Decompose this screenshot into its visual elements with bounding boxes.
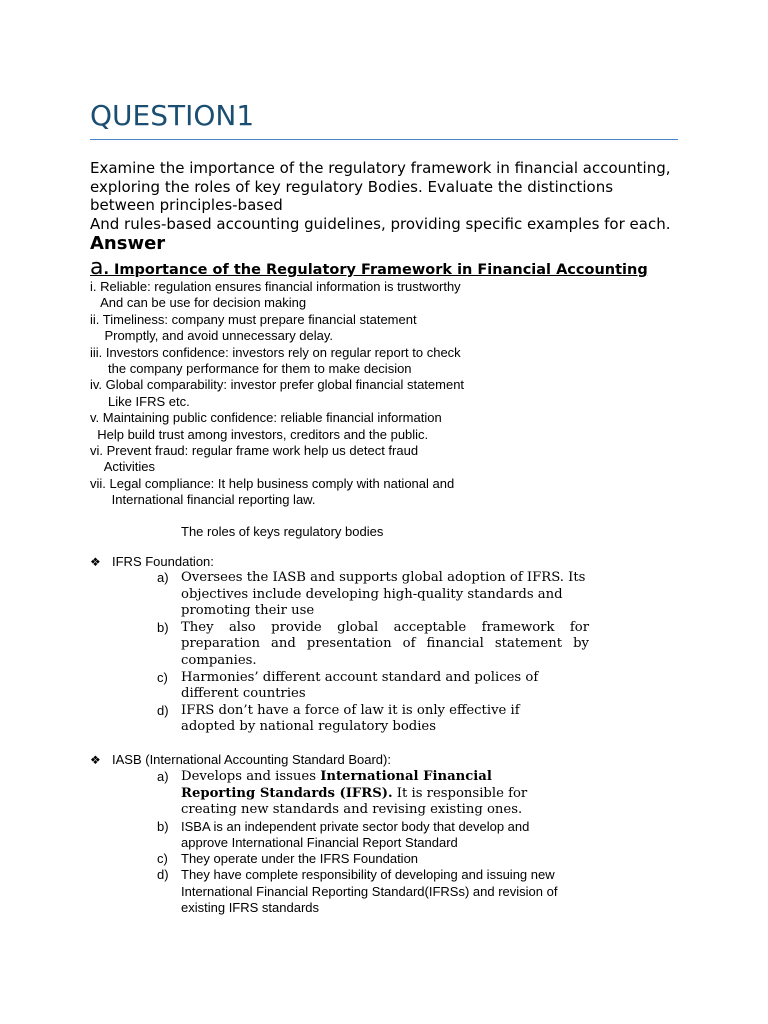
importance-line: the company performance for them to make decision [90,360,412,376]
item-text: IFRS don’t have a force of law it is only effective if adopted by national regulatory bodies [181,702,520,735]
item-text: ISBA is an independent private sector body that develop and approve International Financial Report Standard [181,818,530,850]
item-text: They operate under the IFRS Foundation [181,851,419,867]
section-title: . Importance of the Regulatory Framework in Financial Accounting [103,262,648,278]
importance-line: Activities [90,459,156,475]
item-text-bold: International Financial Reporting Standards (IFRS). [181,769,492,801]
importance-line: ii. Timeliness: company must prepare financial statement [90,311,417,327]
importance-line: v. Maintaining public confidence: reliable financial information [90,410,442,426]
item-label: c) [157,669,168,685]
importance-line: International financial reporting law. [90,492,316,508]
item-label: a) [157,570,169,585]
item-label: c) [157,851,168,867]
list-item [157,703,597,736]
importance-line: iv. Global comparability: investor prefer global financial statement [90,377,465,393]
diamond-bullet-icon: ❖ [90,555,101,569]
importance-line: And can be use for decision making [90,295,307,311]
section-letter: a [90,255,104,280]
question-line: exploring the roles of key regulatory Bodies. Evaluate the distinctions [90,177,614,196]
question-line: Examine the importance of the regulatory framework in financial accounting, [90,159,671,177]
question-text [90,159,690,233]
importance-list [90,279,710,508]
roles-caption: The roles of keys regulatory bodies [181,524,384,539]
item-text [181,769,561,819]
ifrs-foundation-heading [90,553,214,571]
importance-line: vii. Legal compliance: It help business comply with national and [90,475,455,491]
question-line: And rules-based accounting guidelines, providing specific examples for each. [90,214,671,233]
question-line: between principles-based [90,196,283,214]
item-text: Oversees the IASB and supports global adoption of IFRS. Its objectives include developing high-quality standards and promoting their use [181,570,586,619]
importance-line: i. Reliable: regulation ensures financial information is trustworthy [90,279,461,294]
title-divider [90,139,678,140]
item-label: a) [157,769,169,784]
diamond-bullet-icon: ❖ [90,753,101,767]
item-text-pre: Develops and issues [181,769,321,784]
list-item [157,819,597,851]
importance-line: vi. Prevent fraud: regular frame work help us detect fraud [90,442,419,458]
iasb-label: IASB (International Accounting Standard Board): [112,752,391,767]
item-text: They also provide global acceptable framework for preparation and presentation of financial statement by companies. [181,619,589,668]
page-title: QUESTION1 [90,99,255,132]
importance-line: Help build trust among investors, creditors and the public. [90,426,429,442]
item-text: Harmonies’ different account standard and polices of different countries [181,669,539,702]
item-label: b) [157,818,169,834]
list-item [157,867,597,916]
answer-heading: Answer [90,233,166,254]
list-item [157,769,597,819]
list-item [157,620,597,670]
importance-line: iii. Investors confidence: investors rely on regular report to check [90,344,461,360]
iasb-heading [90,751,391,769]
list-item [157,670,597,703]
section-a-heading [90,257,648,281]
ifrs-foundation-list [157,570,597,736]
item-label: d) [157,702,169,718]
importance-line: Promptly, and avoid unnecessary delay. [90,328,334,344]
iasb-list [157,769,597,916]
importance-line: Like IFRS etc. [90,393,190,409]
list-item [157,851,597,867]
item-text: They have complete responsibility of developing and issuing new International Financial Reporting Standard(IFRSs) and revision of existing IFRS standards [181,867,558,915]
item-label: d) [157,867,169,883]
ifrs-foundation-label: IFRS Foundation: [112,554,214,569]
item-label: b) [157,619,169,635]
list-item [157,570,597,620]
item-text-post: It is responsible for creating new standards and revising existing ones. [181,785,528,818]
